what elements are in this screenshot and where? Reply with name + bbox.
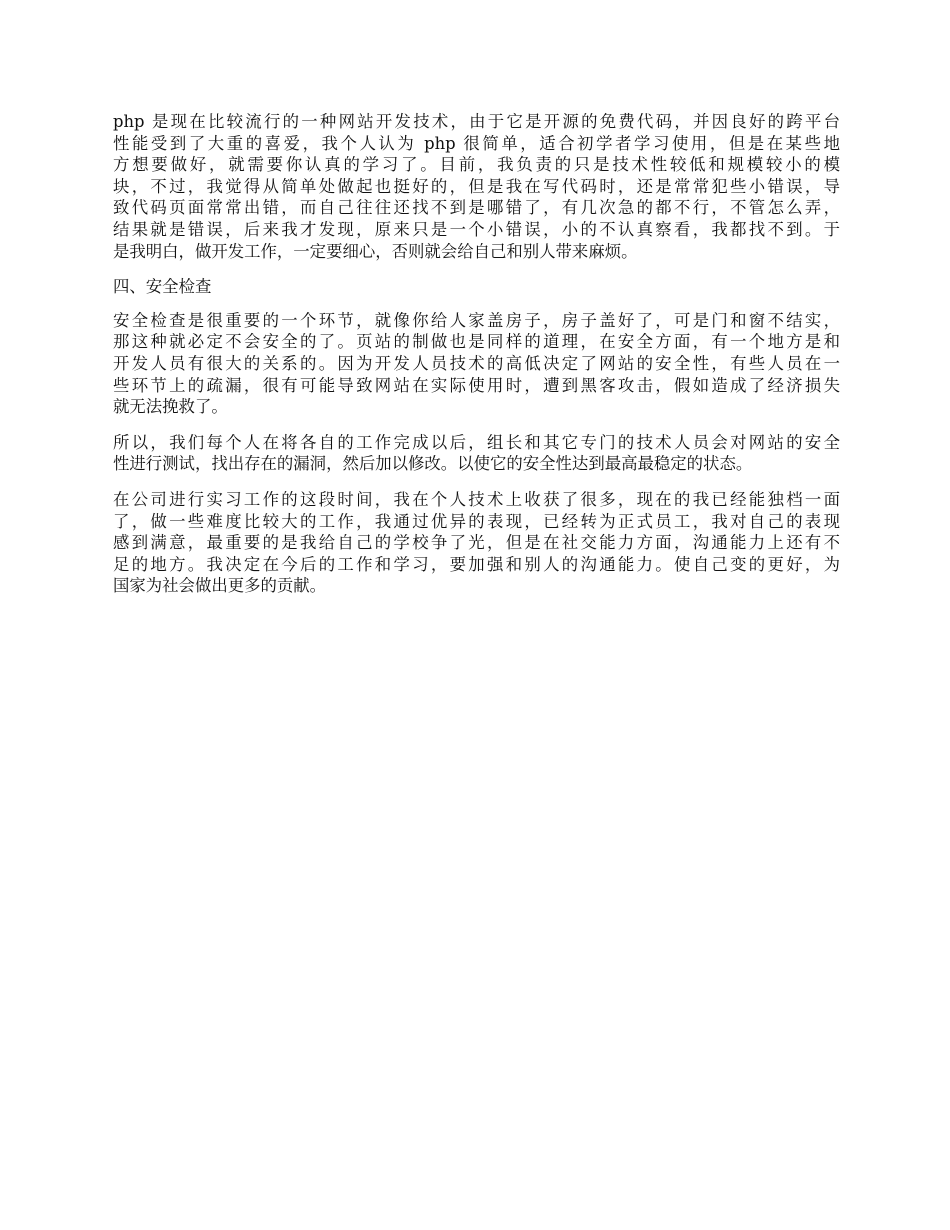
paragraph-php-development: [113, 111, 840, 262]
text-line: 性进行测试，找出存在的漏洞，然后加以修改。以使它的安全性达到最高最稳定的状态。: [113, 454, 753, 474]
text-line: 致代码页面常常出错，而自己往往还找不到是哪错了，有几次急的都不行，不管怎么弄，: [113, 198, 840, 218]
text-line: 了，做一些难度比较大的工作，我通过优异的表现，已经转为正式员工，我对自己的表现: [113, 511, 840, 531]
text-line: php 是现在比较流行的一种网站开发技术，由于它是开源的免费代码，并因良好的跨平台: [113, 112, 840, 131]
text-line: 那这种就必定不会安全的了。页站的制做也是同样的道理，在安全方面，有一个地方是和: [113, 332, 840, 352]
text-line: 感到满意，最重要的是我给自己的学校争了光，但是在社交能力方面，沟通能力上还有不: [113, 533, 840, 553]
text-line: 些环节上的疏漏，很有可能导致网站在实际使用时，遭到黑客攻击，假如造成了经济损失: [113, 375, 840, 395]
text-line: 开发人员有很大的关系的。因为开发人员技术的高低决定了网站的安全性，有些人员在一: [113, 353, 840, 373]
paragraph-internship-summary: [113, 489, 840, 597]
text-line: 国家为社会做出更多的贡献。: [113, 576, 327, 596]
paragraph-security-check: [113, 310, 840, 418]
document-body: [113, 111, 840, 611]
text-line: 结果就是错误，后来我才发现，原来只是一个小错误，小的不认真察看，我都找不到。于: [113, 219, 840, 239]
section-heading: 四、安全检查: [113, 277, 212, 297]
text-line: 在公司进行实习工作的这段时间，我在个人技术上收获了很多，现在的我已经能独档一面: [113, 489, 840, 509]
text-line: 块，不过，我觉得从简单处做起也挺好的，但是我在写代码时，还是常常犯些小错误，导: [113, 176, 840, 196]
text-line: 安全检查是很重要的一个环节，就像你给人家盖房子，房子盖好了，可是门和窗不结实，: [113, 310, 840, 330]
text-line: 是我明白，做开发工作，一定要细心，否则就会给自己和别人带来麻烦。: [113, 241, 638, 261]
text-line: 性能受到了大重的喜爱，我个人认为 php 很简单，适合初学者学习使用，但是在某些地: [113, 133, 840, 153]
text-line: 方想要做好，就需要你认真的学习了。目前，我负责的只是技术性较低和规模较小的模: [113, 155, 840, 175]
text-line: 就无法挽救了。: [113, 397, 228, 417]
text-line: 足的地方。我决定在今后的工作和学习，要加强和别人的沟通能力。使自己变的更好，为: [113, 554, 840, 574]
paragraph-security-testing: [113, 432, 840, 475]
text-line: 所以，我们每个人在将各自的工作完成以后，组长和其它专门的技术人员会对网站的安全: [113, 432, 840, 452]
